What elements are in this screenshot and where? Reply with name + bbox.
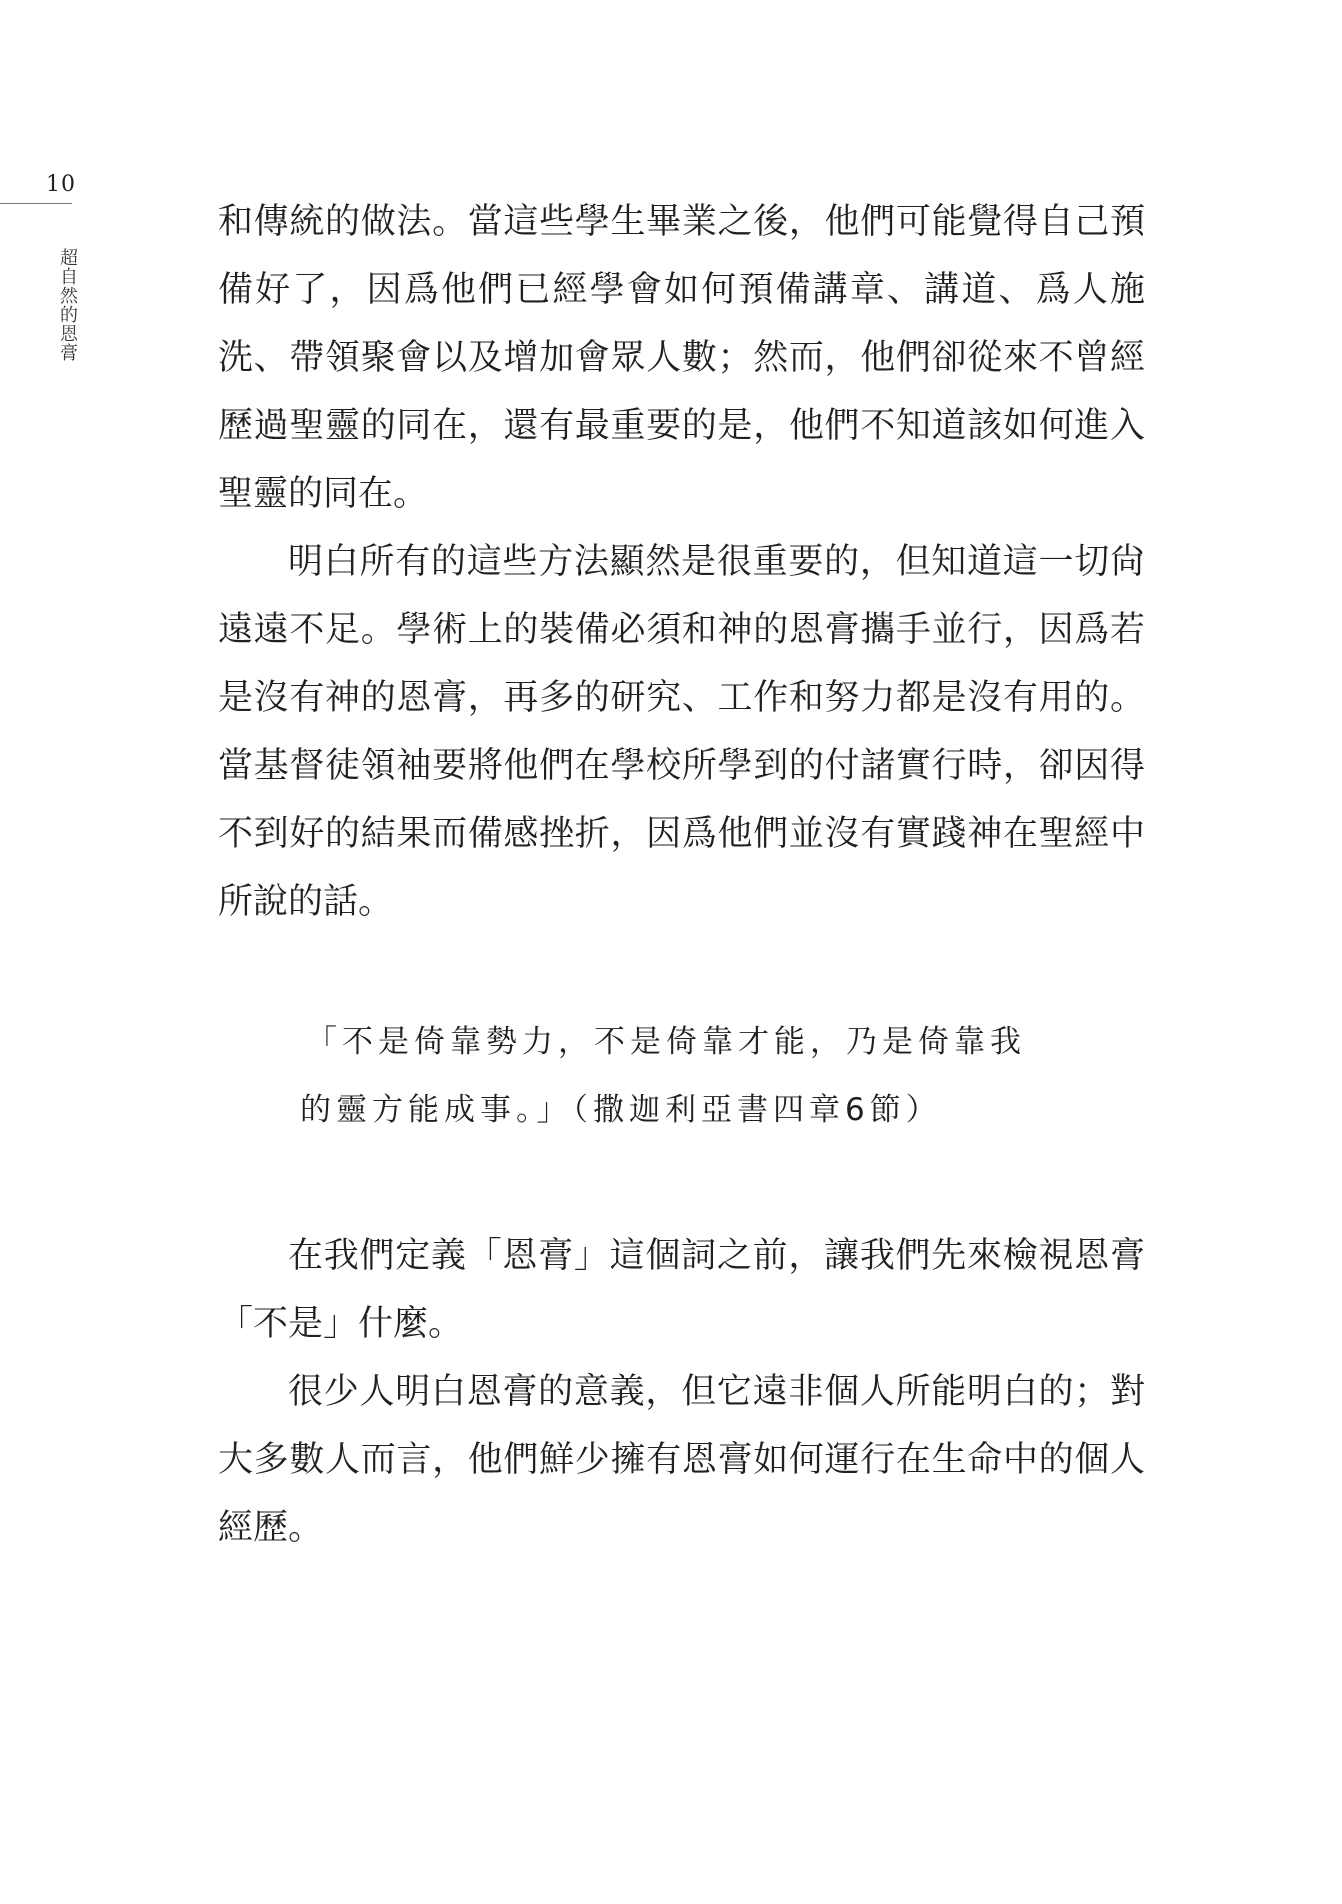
paragraph-3: 在我們定義「恩膏」這個詞之前，讓我們先來檢視恩膏「不是」什麼。	[218, 1236, 1145, 1344]
quote-line-1: 「不是倚靠勢力，不是倚靠才能，乃是倚靠我	[306, 1024, 1026, 1060]
scripture-quote	[300, 1008, 1120, 1144]
page-number: 10	[46, 172, 76, 197]
body-block-1	[218, 188, 1145, 936]
running-title: 超自然的恩膏	[57, 248, 78, 362]
body-block-2	[218, 1222, 1145, 1562]
paragraph-2: 明白所有的這些方法顯然是很重要的，但知道這一切尙遠遠不足。學術上的裝備必須和神的恩膏攜手並行，因爲若是沒有神的恩膏，再多的研究、工作和努力都是沒有用的。當基督徒領袖要將他們在學校所學到的付諸實行時，卻因得不到好的結果而備感挫折，因爲他們並沒有實踐神在聖經中所說的話。	[218, 542, 1145, 922]
paragraph-1: 和傳統的做法。當這些學生畢業之後，他們可能覺得自己預備好了，因爲他們已經學會如何預備講章、講道、爲人施洗、帶領聚會以及增加會眾人數；然而，他們卻從來不曾經歷過聖靈的同在，還有最重要的是，他們不知道該如何進入聖靈的同在。	[218, 202, 1145, 514]
header-rule	[0, 203, 72, 204]
quote-line-2: 的靈方能成事。」（撒迦利亞書四章6節）	[300, 1092, 942, 1128]
paragraph-4: 很少人明白恩膏的意義，但它遠非個人所能明白的；對大多數人而言，他們鮮少擁有恩膏如何運行在生命中的個人經歷。	[218, 1372, 1145, 1548]
